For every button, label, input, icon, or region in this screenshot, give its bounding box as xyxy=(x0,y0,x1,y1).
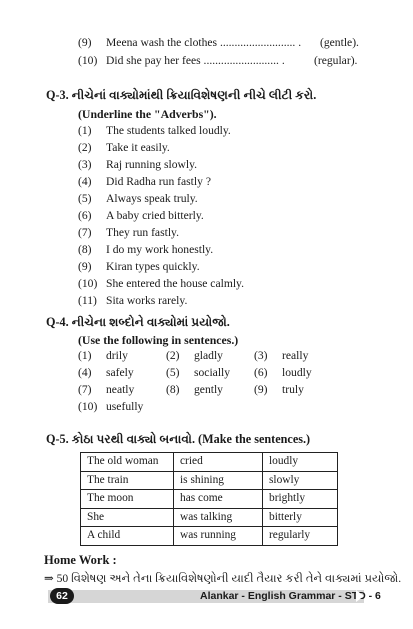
item-number: (8) xyxy=(166,383,180,396)
item-text: Always speak truly. xyxy=(106,192,198,205)
homework-line xyxy=(44,571,401,586)
item-text: I do my work honestly. xyxy=(106,243,214,256)
homework-text: 50 વિશેષણ અને તેના ક્રિયાવિશેષણોની યાદી તૈયાર કરી તેને વાક્યમાં પ્રયોજો. xyxy=(56,572,402,585)
item-text: They run fastly. xyxy=(106,226,179,239)
top-item-10 xyxy=(78,54,285,68)
table-row xyxy=(81,508,338,527)
q3-item xyxy=(78,158,197,172)
item-number: (2) xyxy=(78,141,92,154)
footer-arrow-icon xyxy=(356,590,364,602)
q3-item xyxy=(78,260,200,274)
item-text: Take it easily. xyxy=(106,141,170,154)
item-number: (11) xyxy=(78,294,97,307)
q4-word xyxy=(166,349,223,362)
sentence-table xyxy=(80,452,338,546)
q4-heading: Q-4. નીચેના શબ્દોને વાક્યોમાં પ્રયોજો. xyxy=(46,315,230,329)
q3-heading: Q-3. નીચેનાં વાક્યોમાંથી ક્રિયાવિશેષણની નીચે લીટી કરો. xyxy=(46,88,317,102)
item-number: (3) xyxy=(254,349,268,362)
q4-word xyxy=(78,366,134,379)
item-number: (9) xyxy=(78,260,92,273)
q3-item xyxy=(78,175,211,189)
q4-word xyxy=(78,400,143,413)
q4-word xyxy=(166,366,230,379)
top-item-9 xyxy=(78,36,301,50)
item-number: (5) xyxy=(78,192,92,205)
table-cell: brightly xyxy=(263,490,338,509)
table-cell: bitterly xyxy=(263,508,338,527)
table-cell: was talking xyxy=(174,508,263,527)
word-text: loudly xyxy=(282,366,312,379)
item-number: (4) xyxy=(78,175,92,188)
item-number: (1) xyxy=(78,349,92,362)
table-cell: is shining xyxy=(174,471,263,490)
item-tail: . xyxy=(298,36,302,49)
item-text: Meena wash the clothes .......................... xyxy=(106,36,296,49)
q4-word xyxy=(166,383,223,396)
item-text: She entered the house calmly. xyxy=(106,277,245,290)
q4-subheading: (Use the following in sentences.) xyxy=(78,333,239,347)
hint-gentle: (gentle). xyxy=(320,36,359,49)
table-row xyxy=(81,471,338,490)
item-number: (1) xyxy=(78,124,92,137)
item-text: Raj running slowly. xyxy=(106,158,198,171)
item-number: (6) xyxy=(254,366,268,379)
homework-title: Home Work : xyxy=(44,553,117,567)
item-text: A baby cried bitterly. xyxy=(106,209,204,222)
item-number: (8) xyxy=(78,243,92,256)
table-cell: The moon xyxy=(81,490,174,509)
table-cell: The old woman xyxy=(81,453,174,472)
item-number: (10) xyxy=(78,54,98,67)
word-text: usefully xyxy=(106,400,144,413)
q3-item xyxy=(78,141,170,155)
q3-subheading: (Underline the "Adverbs"). xyxy=(78,107,217,121)
item-number: (9) xyxy=(254,383,268,396)
item-number: (3) xyxy=(78,158,92,171)
item-text: Did Radha run fastly ? xyxy=(106,175,211,188)
item-number: (2) xyxy=(166,349,180,362)
q3-item xyxy=(78,192,198,206)
table-cell: loudly xyxy=(263,453,338,472)
q3-item xyxy=(78,209,204,223)
q4-word xyxy=(254,366,312,379)
q3-item xyxy=(78,277,244,291)
arrow-icon: ⇒ xyxy=(44,572,54,585)
word-text: safely xyxy=(106,366,134,379)
word-text: gently xyxy=(194,383,223,396)
table-cell: She xyxy=(81,508,174,527)
page-number-badge: 62 xyxy=(50,588,74,604)
word-text: neatly xyxy=(106,383,135,396)
hint-regular: (regular). xyxy=(314,54,358,67)
item-number: (6) xyxy=(78,209,92,222)
item-text: Sita works rarely. xyxy=(106,294,188,307)
item-number: (5) xyxy=(166,366,180,379)
word-text: drily xyxy=(106,349,128,362)
item-number: (10) xyxy=(78,277,98,290)
q4-word xyxy=(254,349,308,362)
table-row xyxy=(81,527,338,546)
item-text: Did she pay her fees .......................... xyxy=(106,54,279,67)
item-number: (10) xyxy=(78,400,98,413)
q3-item xyxy=(78,124,231,138)
word-text: really xyxy=(282,349,309,362)
q4-word xyxy=(78,349,128,362)
word-text: gladly xyxy=(194,349,223,362)
table-row xyxy=(81,490,338,509)
table-cell: slowly xyxy=(263,471,338,490)
item-number: (7) xyxy=(78,226,92,239)
item-number: (4) xyxy=(78,366,92,379)
q3-item xyxy=(78,243,213,257)
item-number: (7) xyxy=(78,383,92,396)
q4-word xyxy=(78,383,134,396)
q5-heading: Q-5. કોઠા પરથી વાક્યો બનાવો. (Make the sentences.) xyxy=(46,432,311,446)
word-text: socially xyxy=(194,366,231,379)
word-text: truly xyxy=(282,383,304,396)
item-number: (9) xyxy=(78,36,92,49)
item-text: Kiran types quickly. xyxy=(106,260,200,273)
table-cell: A child xyxy=(81,527,174,546)
q3-item xyxy=(78,294,187,308)
table-cell: was running xyxy=(174,527,263,546)
item-tail: . xyxy=(281,54,285,67)
table-cell: cried xyxy=(174,453,263,472)
table-row xyxy=(81,453,338,472)
table-cell: regularly xyxy=(263,527,338,546)
table-cell: The train xyxy=(81,471,174,490)
footer-title: Alankar - English Grammar - STD - 6 xyxy=(200,590,381,602)
q4-word xyxy=(254,383,304,396)
q3-item xyxy=(78,226,179,240)
table-cell: has come xyxy=(174,490,263,509)
item-text: The students talked loudly. xyxy=(106,124,231,137)
